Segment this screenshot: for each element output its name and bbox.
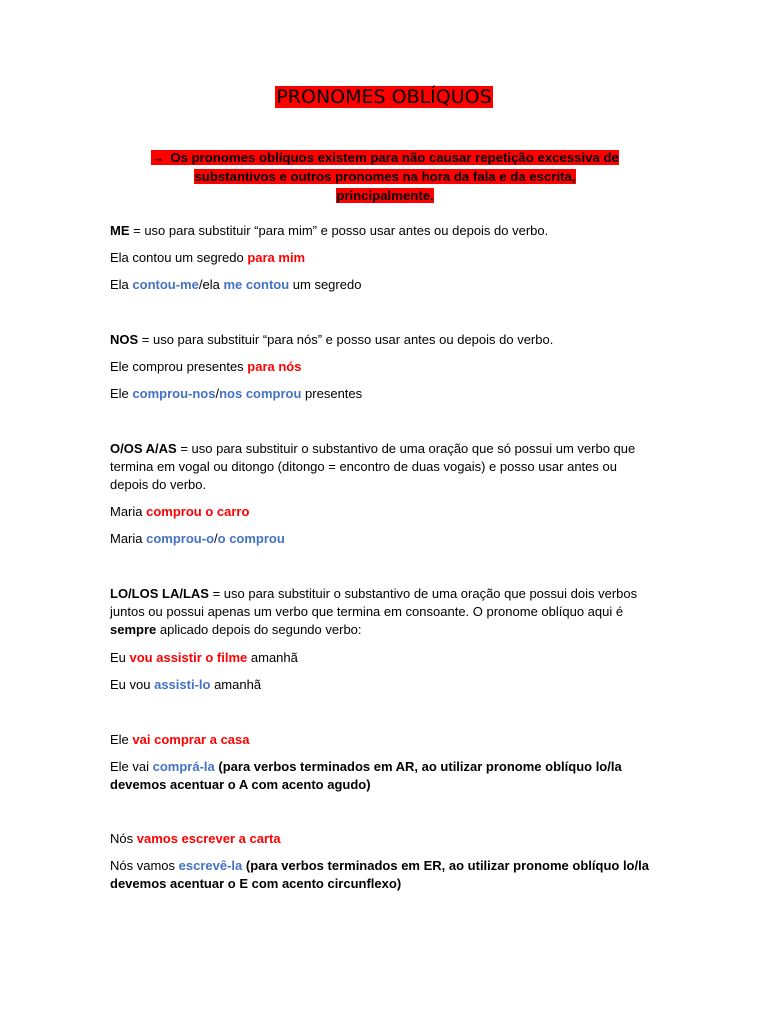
example-text: /	[215, 386, 220, 401]
highlight-red: vou assistir o filme	[129, 650, 248, 665]
nos-definition-text: = uso para substituir “para nós” e posso usar antes ou depois do verbo.	[138, 332, 554, 347]
lola-example-4	[110, 758, 658, 794]
lola-example-1	[110, 649, 658, 667]
highlight-blue: comprou-o	[146, 531, 215, 546]
example-text: Nós	[110, 831, 137, 846]
intro-text: Os pronomes oblíquos existem para não causar repetição excessiva de substantivos e outros pronomes na hora da fala e da escrita, principalmente.	[170, 150, 619, 203]
lola-definition-text: = uso para substituir o substantivo de uma oração que possui dois verbos juntos ou possui apenas um verbo que termina em consoante. O pronome oblíquo aqui é	[110, 586, 638, 619]
example-text: Ele	[110, 386, 133, 401]
example-text: Nós vamos	[110, 858, 179, 873]
example-text: Maria	[110, 531, 147, 546]
example-text: /	[214, 531, 218, 546]
example-text: Ela	[110, 277, 133, 292]
oas-term: O/OS A/AS	[110, 441, 177, 456]
lola-definition-text: aplicado depois do segundo verbo:	[156, 622, 362, 637]
page-title-block	[0, 85, 768, 109]
lola-example-5	[110, 830, 658, 848]
example-text: amanhã	[247, 650, 298, 665]
nos-example-1	[110, 358, 658, 376]
highlight-blue: contou-me	[132, 277, 199, 292]
highlight-blue: comprou-nos	[132, 386, 216, 401]
example-text: Ela contou um segredo	[110, 250, 248, 265]
highlight-blue: nos comprou	[219, 386, 302, 401]
lola-example-3	[110, 731, 658, 749]
example-text: Ele	[110, 732, 133, 747]
highlight-blue: assisti-lo	[154, 677, 211, 692]
highlight-blue: o comprou	[217, 531, 285, 546]
lola-example-2	[110, 676, 658, 694]
example-text: /ela	[198, 277, 224, 292]
oas-example-2	[110, 530, 658, 548]
highlight-red: vai comprar a casa	[132, 732, 250, 747]
example-text: presentes	[301, 386, 363, 401]
example-text: Ele comprou presentes	[110, 359, 248, 374]
example-text: Maria	[110, 504, 147, 519]
emphasis-sempre: sempre	[110, 622, 157, 637]
grammar-note: (para verbos terminados em AR, ao utilizar pronome oblíquo lo/la devemos acentuar o A com acento agudo)	[110, 759, 622, 792]
grammar-note: (para verbos terminados em ER, ao utilizar pronome oblíquo lo/la devemos acentuar o E com acento circunflexo)	[110, 858, 649, 891]
oas-definition-text: = uso para substituir o substantivo de uma oração que só possui um verbo que termina em vogal ou ditongo (ditongo = encontro de duas vogais) e posso usar antes ou depois do verbo.	[110, 441, 636, 492]
me-term: ME	[110, 223, 130, 238]
highlight-blue: me contou	[223, 277, 290, 292]
nos-term: NOS	[110, 332, 139, 347]
arrow-icon: →	[151, 150, 165, 165]
example-text: Eu vou	[110, 677, 155, 692]
oas-example-1	[110, 503, 658, 521]
highlight-red: comprou o carro	[146, 504, 250, 519]
page-title: PRONOMES OBLÍQUOS	[276, 86, 492, 108]
example-text: um segredo	[289, 277, 362, 292]
me-example-2	[110, 276, 658, 294]
lola-term: LO/LOS LA/LAS	[110, 586, 209, 601]
oas-definition	[110, 440, 658, 494]
highlight-red: vamos escrever a carta	[136, 831, 281, 846]
me-definition-text: = uso para substituir “para mim” e posso usar antes ou depois do verbo.	[129, 223, 549, 238]
lola-definition	[110, 585, 658, 639]
nos-example-2	[110, 385, 658, 403]
nos-definition	[110, 331, 658, 349]
example-text: amanhã	[210, 677, 262, 692]
me-definition	[110, 222, 658, 240]
me-example-1	[110, 249, 658, 267]
highlight-red: para nós	[247, 359, 302, 374]
intro-paragraph	[150, 148, 620, 205]
example-text: Eu	[110, 650, 130, 665]
highlight-blue: comprá-la	[152, 759, 215, 774]
example-text: Ele vai	[110, 759, 153, 774]
highlight-red: para mim	[247, 250, 306, 265]
lola-example-6	[110, 857, 658, 893]
highlight-blue: escrevê-la	[178, 858, 243, 873]
